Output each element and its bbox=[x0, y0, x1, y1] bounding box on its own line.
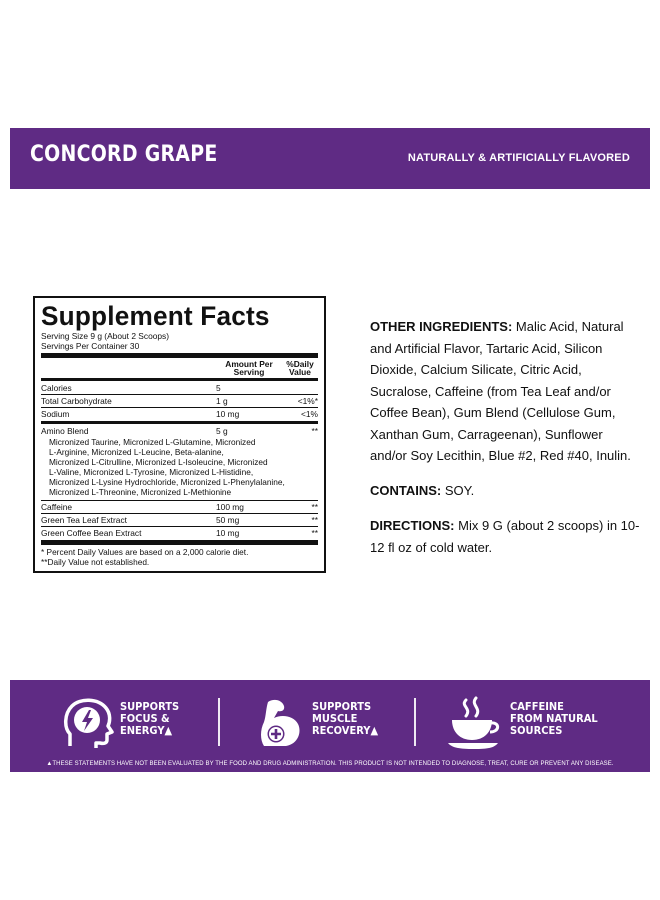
facts-title: Supplement Facts bbox=[41, 301, 270, 331]
flexed-arm-icon bbox=[254, 696, 306, 752]
benefit-label: SUPPORTS MUSCLE RECOVERY▲ bbox=[312, 700, 379, 737]
nutrient-row: Total Carbohydrate 1 g <1%* bbox=[41, 396, 318, 406]
serving-size: Serving Size 9 g (About 2 Scoops) bbox=[41, 331, 170, 341]
directions: DIRECTIONS: Mix 9 G (about 2 scoops) in 10-12 fl oz of cold water. bbox=[370, 518, 640, 555]
thick-rule bbox=[41, 353, 318, 358]
servings-per-container: Servings Per Container 30 bbox=[41, 341, 140, 351]
contains-allergen: CONTAINS: SOY. bbox=[370, 483, 475, 498]
nutrient-row: Green Coffee Bean Extract 10 mg ** bbox=[41, 528, 318, 538]
nutrient-row: Sodium 10 mg <1% bbox=[41, 409, 318, 419]
benefit-divider bbox=[414, 698, 416, 746]
facts-footnotes: * Percent Daily Values are based on a 2,000 calorie diet. **Daily Value not established. bbox=[41, 547, 249, 567]
facts-column-headers bbox=[41, 359, 318, 377]
amino-blend-ingredients: Micronized Taurine, Micronized L-Glutamine, Micronized L-Arginine, Micronized L-Leucine, Beta-alanine, Micronized L-Citrulline, Micronized L-Isoleucine, Micronized L-Valine, Micronized L-Tyrosine, Micronized L-Histidine, Micronized L-Lysine Hydrochloride, Micronized L-Phenylalanine, Micronized L-Threonine, Micronized L-Methionine bbox=[49, 437, 285, 497]
flavor-name: CONCORD GRAPE bbox=[30, 142, 218, 167]
nutrient-row: Calories 5 bbox=[41, 383, 221, 393]
flavor-banner bbox=[10, 128, 650, 189]
benefit-natural-caffeine bbox=[446, 696, 607, 752]
benefit-divider bbox=[218, 698, 220, 746]
nutrient-row: Caffeine 100 mg ** bbox=[41, 502, 318, 512]
flavor-note: NATURALLY & ARTIFICIALLY FLAVORED bbox=[407, 152, 630, 164]
amino-blend-row: Amino Blend 5 g ** bbox=[41, 426, 318, 436]
daily-value-header: %Daily Value bbox=[286, 359, 314, 377]
benefit-muscle-recovery bbox=[254, 696, 385, 752]
benefit-focus-energy bbox=[62, 696, 186, 752]
amount-per-serving-header: Amount Per Serving bbox=[225, 359, 273, 377]
benefit-label: CAFFEINE FROM NATURAL SOURCES bbox=[510, 700, 598, 737]
medium-rule bbox=[41, 421, 318, 424]
other-ingredients: OTHER INGREDIENTS: Malic Acid, Natural and Artificial Flavor, Tartaric Acid, Silicon Dioxide, Calcium Silicate, Citric Acid, Sucralose, Caffeine (from Tea Leaf and/or Coffee Bean), Gum Blend (Cellulose Gum, Xanthan Gum, Carrageenan), Sunflower and/or Soy Lecithin, Blue #2, Red #40, Inulin. bbox=[370, 319, 631, 463]
nutrient-row: Green Tea Leaf Extract 50 mg ** bbox=[41, 515, 318, 525]
medium-rule bbox=[41, 378, 318, 381]
benefit-label: SUPPORTS FOCUS & ENERGY▲ bbox=[120, 700, 180, 737]
brain-lightning-icon bbox=[62, 696, 114, 752]
coffee-cup-icon bbox=[446, 696, 504, 752]
supplement-facts-panel bbox=[33, 296, 326, 573]
fda-disclaimer: ▲THESE STATEMENTS HAVE NOT BEEN EVALUATED BY THE FOOD AND DRUG ADMINISTRATION. THIS PRODUCT IS NOT INTENDED TO DIAGNOSE, TREAT, CURE OR PREVENT ANY DISEASE. bbox=[46, 761, 614, 767]
benefits-banner bbox=[10, 680, 650, 772]
